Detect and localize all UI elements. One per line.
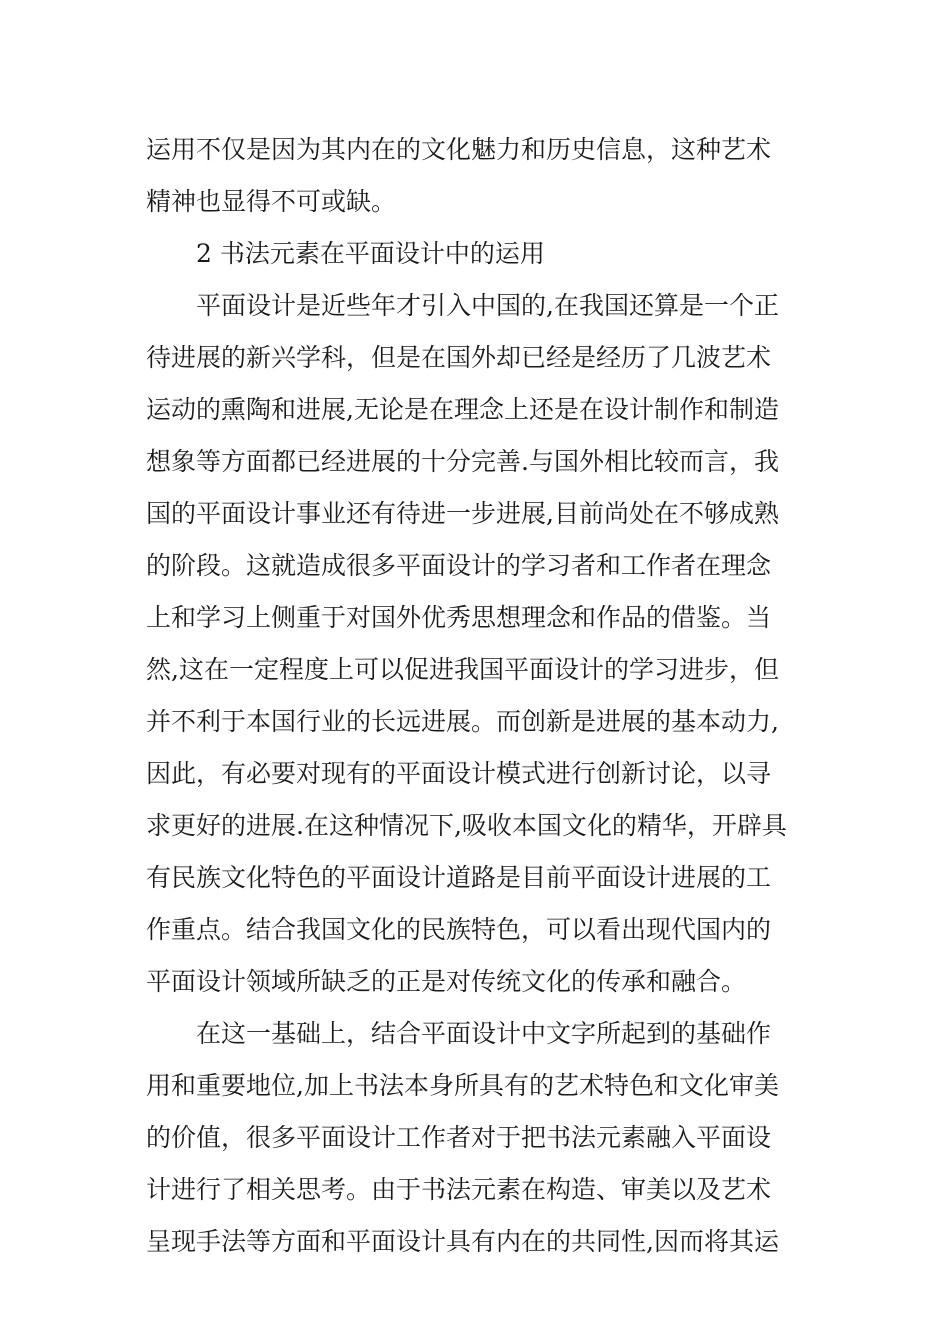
text-line: 呈现手法等方面和平面设计具有内在的共同性,因而将其运	[146, 1227, 779, 1256]
text-line: 用和重要地位,加上书法本身所具有的艺术特色和文化审美	[146, 1071, 779, 1100]
text-line: 上和学习上侧重于对国外优秀思想理念和作品的借鉴。当	[146, 603, 772, 632]
body-text	[146, 124, 806, 1268]
text-line: 的价值，很多平面设计工作者对于把书法元素融入平面设	[146, 1123, 772, 1152]
text-line: 国的平面设计事业还有待进一步进展,目前尚处在不够成熟	[146, 499, 779, 528]
section-heading: 2 书法元素在平面设计中的运用	[196, 239, 545, 268]
text-line: 运用不仅是因为其内在的文化魅力和历史信息，这种艺术	[146, 135, 772, 164]
text-line: 的阶段。这就造成很多平面设计的学习者和工作者在理念	[146, 551, 772, 580]
text-line: 运动的熏陶和进展,无论是在理念上还是在设计制作和制造	[146, 395, 779, 424]
text-line: 待进展的新兴学科，但是在国外却已经是经历了几波艺术	[146, 343, 772, 372]
text-line: 并不利于本国行业的长远进展。而创新是进展的基本动力,	[146, 707, 779, 736]
text-line: 精神也显得不可或缺。	[146, 187, 397, 216]
text-line: 然,这在一定程度上可以促进我国平面设计的学习进步，但	[146, 655, 779, 684]
text-line: 作重点。结合我国文化的民族特色，可以看出现代国内的	[146, 915, 772, 944]
text-line: 求更好的进展.在这种情况下,吸收本国文化的精华，开辟具	[146, 811, 787, 840]
text-line: 因此，有必要对现有的平面设计模式进行创新讨论，以寻	[146, 759, 772, 788]
text-line: 平面设计领域所缺乏的正是对传统文化的传承和融合。	[146, 967, 747, 996]
paragraph-start: 在这一基础上，结合平面设计中文字所起到的基础作	[196, 1019, 772, 1048]
text-line: 想象等方面都已经进展的十分完善.与国外相比较而言，我	[146, 447, 779, 476]
text-line: 有民族文化特色的平面设计道路是目前平面设计进展的工	[146, 863, 772, 892]
paragraph-start: 平面设计是近些年才引入中国的,在我国还算是一个正	[196, 291, 779, 320]
text-line: 计进行了相关思考。由于书法元素在构造、审美以及艺术	[146, 1175, 772, 1204]
